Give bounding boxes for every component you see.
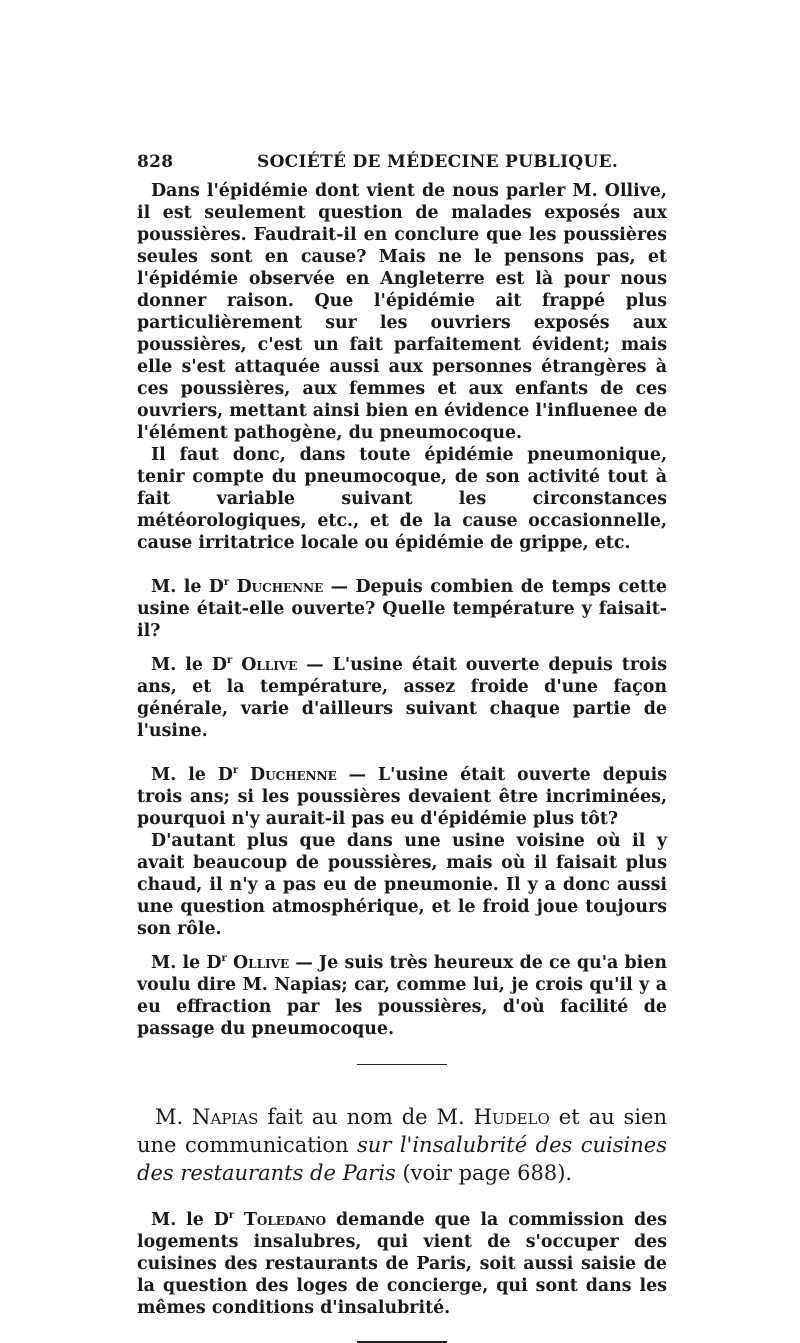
author-hudelo: Hudelo xyxy=(473,1105,550,1129)
paragraph-2: Il faut donc, dans toute épidémie pneumonique, tenir compte du pneumocoque, de son activité tout à fait variable suivant les circonstances météorologiques, etc., et de la cause occasionnelle, cause irritatrice locale ou épidémie de grippe, etc. xyxy=(137,445,667,553)
speaker-name: Ollive xyxy=(233,953,290,973)
page-number: 828 xyxy=(137,152,174,172)
dialogue-ollive-2: M. le $D^r$ Ollive — Je suis très heureux de ce qu'a bien voulu dire M. Napias; car, comme lui, je crois qu'il y a eu effraction par les poussières, d'où facilité de passage du pneumocoque. xyxy=(137,953,667,1039)
paragraph-1: Dans l'épidémie dont vient de nous parler M. Ollive, il est seulement question de malades exposés aux poussières. Faudrait-il en conclure que les poussières seules sont en cause? Mais ne le pensons pas, et l'épidémie observée en Angleterre est là pour nous donner raison. Que l'épidémie ait frappé plus particulièrement sur les ouvriers exposés aux poussières, c'est un fait parfaitement évident; mais elle s'est attaquée aussi aux personnes étrangères à ces poussières, aux femmes et aux enfants de ces ouvriers, mettant ainsi bien en évidence l'influenee de l'élément pathogène, du pneumocoque. xyxy=(137,181,667,443)
dialogue-duchenne-1: M. le $D^r$ Duchenne — Depuis combien de temps cette usine était-elle ouverte? Quelle température y faisait-il? xyxy=(137,577,667,641)
author-napias: Napias xyxy=(192,1105,259,1129)
page-content xyxy=(137,152,667,1343)
speaker-name: Toledano xyxy=(243,1210,327,1230)
dialogue-ollive-1: M. le $D^r$ Ollive — L'usine était ouverte depuis trois ans, et la température, assez froide d'une façon générale, varie d'ailleurs suivant chaque partie de l'usine. xyxy=(137,655,667,741)
communication-block xyxy=(137,1103,667,1187)
dialogue-duchenne-2: M. le $D^r$ Duchenne — L'usine était ouverte depuis trois ans; si les poussières devaient être incriminées, pourquoi n'y aurait-il pas eu d'épidémie plus tôt? xyxy=(137,765,667,829)
speaker-name: Duchenne xyxy=(236,577,324,597)
communication-paragraph: M. Napias fait au nom de M. Hudelo et au sien une communication sur l'insalubrité des cuisines des restaurants de Paris (voir page 688). xyxy=(137,1105,667,1185)
running-title: SOCIÉTÉ DE MÉDECINE PUBLIQUE. xyxy=(257,152,619,172)
speaker-name: Duchenne xyxy=(250,765,337,785)
paragraph-3: D'autant plus que dans une usine voisine où il y avait beaucoup de poussières, mais où il faisait plus chaud, il n'y a pas eu de pneumonie. Il y a donc aussi une question atmosphérique, et le froid joue toujours son rôle. xyxy=(137,831,667,939)
dialogue-toledano: M. le $D^r$ Toledano demande que la commission des logements insalubres, qui vient de s'occuper des cuisines des restaurants de Paris, soit aussi saisie de la question des loges de concierge, qui sont dans les mêmes conditions d'insalubrité. xyxy=(137,1210,667,1318)
running-header xyxy=(137,152,667,180)
speaker-name: Ollive xyxy=(241,655,298,675)
communication-title: sur l'insalubrité des cuisines des restaurants de Paris xyxy=(137,1133,667,1185)
